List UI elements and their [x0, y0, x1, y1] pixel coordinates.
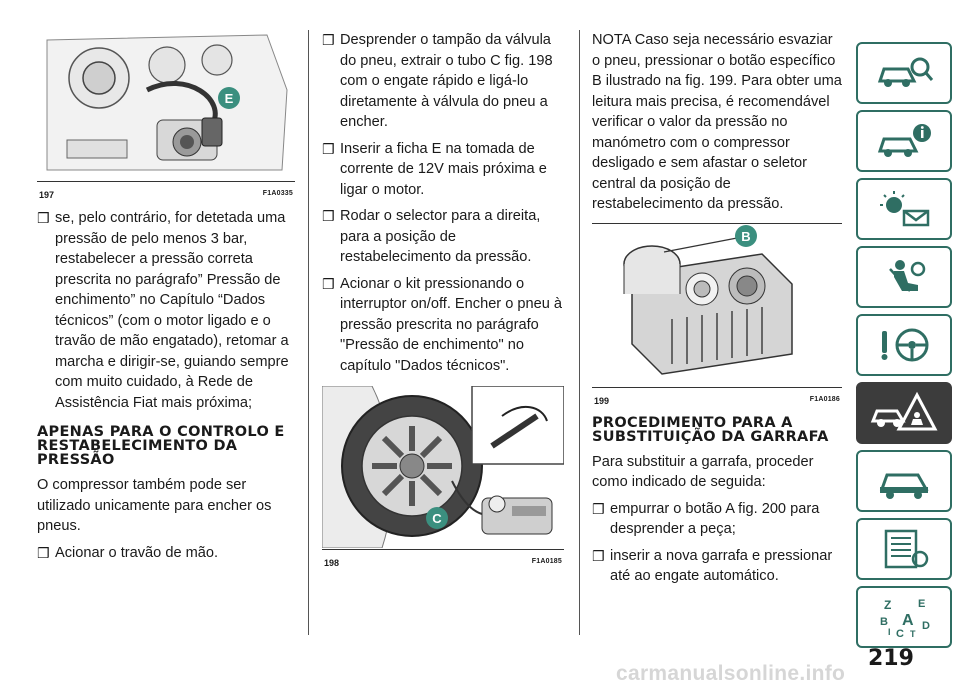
figure-199 — [592, 223, 842, 404]
column-divider — [579, 30, 580, 635]
warning-lights-icon — [874, 189, 934, 229]
tab-knowing-vehicle[interactable] — [856, 110, 952, 172]
checkbox-bullet-icon: ❒ — [37, 544, 50, 561]
bullet-text: Acionar o travão de mão. — [55, 544, 219, 561]
column-divider — [308, 30, 309, 635]
bullet-text: se, pelo contrário, for detetada uma pressão de pelo menos 3 bar, restabelecer a pressão correta prescrita no parágrafo” Pressão de enchimento” no Capítulo “Dados técnicos” (com o motor ligado e o travão de mão engatado), retomar a marcha e dirigir-se, guiando sempre com muito cuidado, à Rede de Assistência Fiat mais próxima; — [55, 210, 289, 411]
figure-number: 199 — [594, 395, 610, 406]
svg-text:E: E — [918, 598, 926, 610]
car-breakdown-icon — [869, 391, 939, 435]
technical-data-icon — [874, 529, 934, 569]
car-search-icon — [874, 53, 934, 93]
tab-servicing[interactable] — [856, 450, 952, 512]
figure-code: F1A0186 — [809, 395, 840, 403]
bullet-item — [37, 208, 295, 413]
bullet-text: Rodar o selector para a direita, para a posição de restabelecimento da pressão. — [340, 208, 541, 265]
compressor-illustration — [592, 224, 842, 386]
checkbox-bullet-icon: ❒ — [322, 208, 335, 224]
tab-technical-data[interactable] — [856, 518, 952, 580]
checkbox-bullet-icon: ❒ — [37, 210, 50, 226]
svg-text:C: C — [896, 628, 904, 639]
figure-caption — [37, 181, 295, 198]
paragraph: Para substituir a garrafa, proceder como indicado de seguida: — [592, 453, 814, 490]
bullet-text: Desprender o tampão da válvula do pneu, extrair o tubo C fig. 198 com o engate rápido e ligá-lo diretamente à válvula do pneu a encher. — [340, 32, 553, 130]
bullet-text: empurrar o botão A fig. 200 para desprender a peça; — [610, 500, 820, 537]
figure-code: F1A0185 — [531, 558, 562, 565]
callout-label-b: B — [741, 228, 751, 244]
checkbox-bullet-icon: ❒ — [592, 547, 605, 564]
svg-text:Z: Z — [884, 598, 892, 612]
figure-197 — [37, 30, 295, 198]
figure-198 — [322, 386, 564, 566]
checkbox-bullet-icon: ❒ — [322, 140, 335, 157]
bullet-item — [37, 543, 295, 564]
bullet-item — [322, 274, 564, 377]
checkbox-bullet-icon: ❒ — [592, 500, 605, 517]
bullet-item — [322, 206, 564, 268]
section-heading: APENAS PARA O CONTROLO E RESTABELECIMENTO DA PRESSÃO — [37, 424, 285, 468]
chapter-tabs — [856, 42, 952, 654]
tab-warning-lights[interactable] — [856, 178, 952, 240]
note-paragraph: NOTA Caso seja necessário esvaziar o pneu, pressionar o botão específico B ilustrado na fig. 199. Para obter uma leitura mais precisa, é recomendável verificar o valor da pressão no manómetro com o compressor desligado e sem afastar o seletor central da posição de restabelecimento da pressão. — [592, 32, 842, 212]
svg-text:B: B — [880, 616, 888, 628]
callout-label-c: C — [432, 511, 442, 526]
checkbox-bullet-icon: ❒ — [322, 32, 335, 48]
column-3 — [592, 30, 842, 593]
svg-text:D: D — [922, 620, 930, 632]
figure-number: 197 — [39, 190, 55, 200]
callout-label-e: E — [224, 91, 234, 106]
steering-wheel-icon — [874, 325, 934, 365]
bullet-text: Inserir a ficha E na tomada de corrente de 12V mais próxima e ligar o motor. — [340, 140, 547, 198]
bullet-text: Acionar o kit pressionando o interruptor on/off. Encher o pneu à pressão prescrita no parágrafo "Pressão de enchimento" no capítulo "Dados técnicos". — [340, 275, 563, 374]
bullet-item — [322, 30, 564, 133]
section-heading: PROCEDIMENTO PARA A SUBSTITUIÇÃO DA GARRAFA — [592, 414, 829, 445]
seat-airbag-icon — [874, 257, 934, 297]
tab-starting-driving[interactable] — [856, 314, 952, 376]
tyre-compressor-illustration — [322, 386, 564, 548]
svg-text:I: I — [888, 627, 891, 637]
checkbox-bullet-icon: ❒ — [322, 275, 335, 292]
figure-number: 198 — [324, 558, 340, 568]
tab-emergency[interactable] — [856, 382, 952, 444]
dashboard-socket-illustration — [37, 30, 295, 180]
watermark: carmanualsonline.info — [616, 662, 846, 685]
column-2 — [322, 30, 564, 566]
car-service-icon — [874, 461, 934, 501]
bullet-text: inserir a nova garrafa e pressionar até ao engate automático. — [610, 547, 833, 584]
figure-caption — [322, 549, 564, 566]
bullet-item — [592, 546, 842, 587]
bullet-item — [322, 139, 564, 201]
svg-text:T: T — [910, 629, 916, 639]
column-1 — [37, 30, 295, 569]
bullet-item — [592, 499, 842, 540]
alphabetical-index-icon — [874, 595, 934, 639]
figure-code: F1A0335 — [262, 190, 293, 197]
tab-index[interactable] — [856, 586, 952, 648]
paragraph: O compressor também pode ser utilizado unicamente para encher os pneus. — [37, 477, 272, 534]
figure-caption — [592, 387, 842, 404]
svg-text:A: A — [902, 612, 914, 629]
tab-dashboard[interactable] — [856, 42, 952, 104]
page-number: 219 — [868, 646, 914, 671]
tab-safety[interactable] — [856, 246, 952, 308]
car-info-icon — [874, 121, 934, 161]
